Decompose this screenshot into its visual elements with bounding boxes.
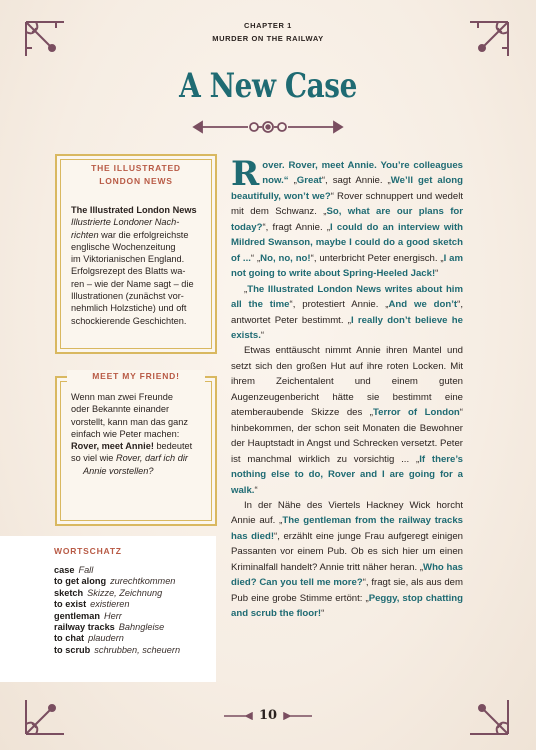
narration-text: “, erzählt eine junge Frau aufgeregt einigen Passanten vor einem Pub. Ob es sich hier um einen Kriminalfall handelt? Annie tritt näher heran. „	[231, 530, 463, 573]
sidebar-box-meet-my-friend	[55, 371, 217, 526]
page-number: 10	[258, 708, 278, 723]
vocabulary-definition: Skizze, Zeichnung	[87, 587, 163, 598]
vocabulary-item	[54, 576, 175, 587]
drop-cap: R	[231, 154, 260, 194]
page-number-ornament-right	[282, 712, 312, 720]
english-dialogue: And we don’t	[388, 299, 458, 311]
narration-text: “	[260, 329, 265, 341]
box-heading: THE ILLUSTRATED LONDON NEWS	[61, 162, 211, 188]
box-text-line: Wenn man zwei Freunde	[71, 392, 173, 402]
vocabulary-term: sketch	[54, 587, 84, 598]
vocabulary-heading: WORTSCHATZ	[54, 546, 122, 556]
chapter-number: CHAPTER 1	[244, 21, 292, 30]
vocabulary-item	[54, 565, 93, 576]
vocabulary-definition: plaudern	[88, 633, 124, 644]
chapter-title: MURDER ON THE RAILWAY	[212, 34, 324, 43]
vocabulary-panel	[0, 536, 216, 682]
vocabulary-definition: existieren	[90, 599, 130, 610]
title-divider-ornament	[190, 118, 346, 136]
box-text-line: Rover, meet Annie! bedeutet	[71, 441, 193, 452]
box-text-line: schockierende Geschichten.	[71, 315, 187, 326]
vocabulary-term: to get along	[54, 576, 107, 587]
vocabulary-term: to chat	[54, 633, 85, 644]
english-dialogue: The gentleman from the railway tracks has died!	[231, 515, 463, 542]
box-text-line: Illustrationen (zunächst vor-	[71, 291, 184, 302]
english-dialogue: Who has died? Can you tell me more?	[231, 561, 463, 589]
english-dialogue: Peggy, stop chatting and scrub the floor!	[231, 592, 463, 620]
vocabulary-item	[54, 633, 124, 644]
vocabulary-term: railway tracks	[54, 622, 115, 632]
sidebar-box-illustrated-london-news	[55, 154, 217, 354]
narration-text: In der Nähe des Viertels Hackney Wick horcht Annie auf. „	[231, 499, 463, 527]
story-paragraph	[231, 154, 464, 282]
story-paragraph	[231, 282, 463, 344]
narration-text: “, antwortet Peter bestimmt. „	[231, 299, 463, 326]
box-text-line: englische Wochenzeitung	[71, 241, 176, 252]
narration-text: “, fragt sie, als aus dem Pub eine grobe Stimme ertönt: „	[231, 577, 463, 604]
box-text-line: im Viktorianischen England.	[71, 254, 185, 265]
vocabulary-definition: Fall	[78, 565, 94, 575]
box-text-line: einfach wie Peter machen:	[71, 428, 180, 439]
page-title: A New Case	[179, 66, 357, 106]
vocabulary-item	[54, 588, 162, 599]
narration-text: “ hinbekommen, der schon seit Monaten die Bewohner der Hauptstadt in Angst und Schrecken versetzt. Peter ist manchmal wirklich zu vorsichtig ... „	[231, 407, 463, 465]
vocabulary-item	[54, 645, 180, 656]
vocabulary-item	[54, 611, 122, 622]
english-dialogue: We’ll get along beautifully, won’t we?	[231, 175, 463, 202]
narration-text: “, fragt Annie. „	[262, 221, 331, 233]
english-dialogue: Terror of London	[373, 407, 460, 419]
narration-text: “, sagt Annie. „	[321, 175, 391, 187]
english-dialogue: I really don’t believe he exists.	[231, 314, 463, 341]
narration-text: Etwas enttäuscht nimmt Annie ihren Mantel und setzt sich den großen Hut auf ihre roten Locken. Mit ihrem Zeichentalent und einem guten Augenzeugenbericht hätte sie bestimmt eine atemberaubende Skizze des „	[231, 345, 463, 419]
narration-text: “, unterbricht Peter energisch. „	[310, 252, 444, 264]
box-body-text	[71, 391, 205, 477]
box-text-line: so viel wie Rover, darf ich dir	[71, 453, 188, 464]
vocabulary-term: gentleman	[54, 610, 100, 621]
english-dialogue: If there’s nothing else to do, Rover and I are going for a walk.	[231, 453, 463, 496]
box-text-line: oder Bekannte einander	[71, 404, 170, 415]
narration-text: “ Rover schnuppert und wedelt mit dem Schwanz. „	[231, 190, 464, 218]
box-body-text	[71, 204, 205, 327]
box-text-line: Illustrierte Londoner Nach-	[71, 217, 180, 228]
vocabulary-item	[54, 622, 164, 633]
story-paragraph	[231, 498, 463, 622]
vocabulary-definition: Bahngleise	[118, 622, 165, 632]
vocabulary-term: to exist	[54, 599, 87, 610]
english-dialogue: over. Rover, meet Annie. You’re colleagues now.“	[262, 160, 463, 187]
vocabulary-definition: Herr	[103, 610, 122, 621]
box-heading: MEET MY FRIEND!	[67, 370, 205, 383]
english-dialogue: The Illustrated London News writes about him all the time	[231, 283, 463, 311]
english-dialogue: No, no, no!	[260, 252, 311, 264]
box-text-line: vorstellt, kann man das ganz	[71, 416, 188, 427]
narration-text: “	[435, 268, 439, 280]
box-text-line: The Illustrated London News	[71, 205, 197, 215]
narration-text: “	[254, 484, 258, 496]
box-text-line: ren – wie der Name sagt – die	[71, 278, 194, 289]
english-dialogue: Great	[296, 175, 322, 187]
narration-text: “	[321, 608, 325, 620]
vocabulary-definition: zurechtkommen	[110, 576, 176, 587]
vocabulary-definition: schrubben, scheuern	[94, 644, 181, 655]
english-dialogue: I am not going to write about Spring-Heeled Jack!	[231, 252, 463, 280]
english-dialogue: I could do an interview with Mildred Swanson, maybe I could do a good sketch of ...	[231, 221, 464, 264]
english-dialogue: So, what are our plans for today?	[231, 206, 463, 233]
vocabulary-term: case	[54, 565, 75, 575]
narration-text: “, protestiert Annie. „	[289, 299, 389, 311]
box-text-line: nehmlich Holzstiche) und oft	[71, 303, 187, 314]
narration-text: “ „	[250, 252, 261, 264]
box-text-line: Annie vorstellen?	[83, 465, 154, 476]
narration-text: „	[288, 175, 297, 187]
box-text-line: Erfolgsrezept des Blatts wa-	[71, 266, 186, 277]
box-text-line: richten war die erfolgreichste	[71, 229, 189, 240]
narration-text: „	[244, 283, 248, 295]
story-paragraph	[231, 343, 463, 498]
vocabulary-term: to scrub	[54, 644, 91, 655]
story-text	[231, 154, 464, 622]
vocabulary-item	[54, 599, 130, 610]
